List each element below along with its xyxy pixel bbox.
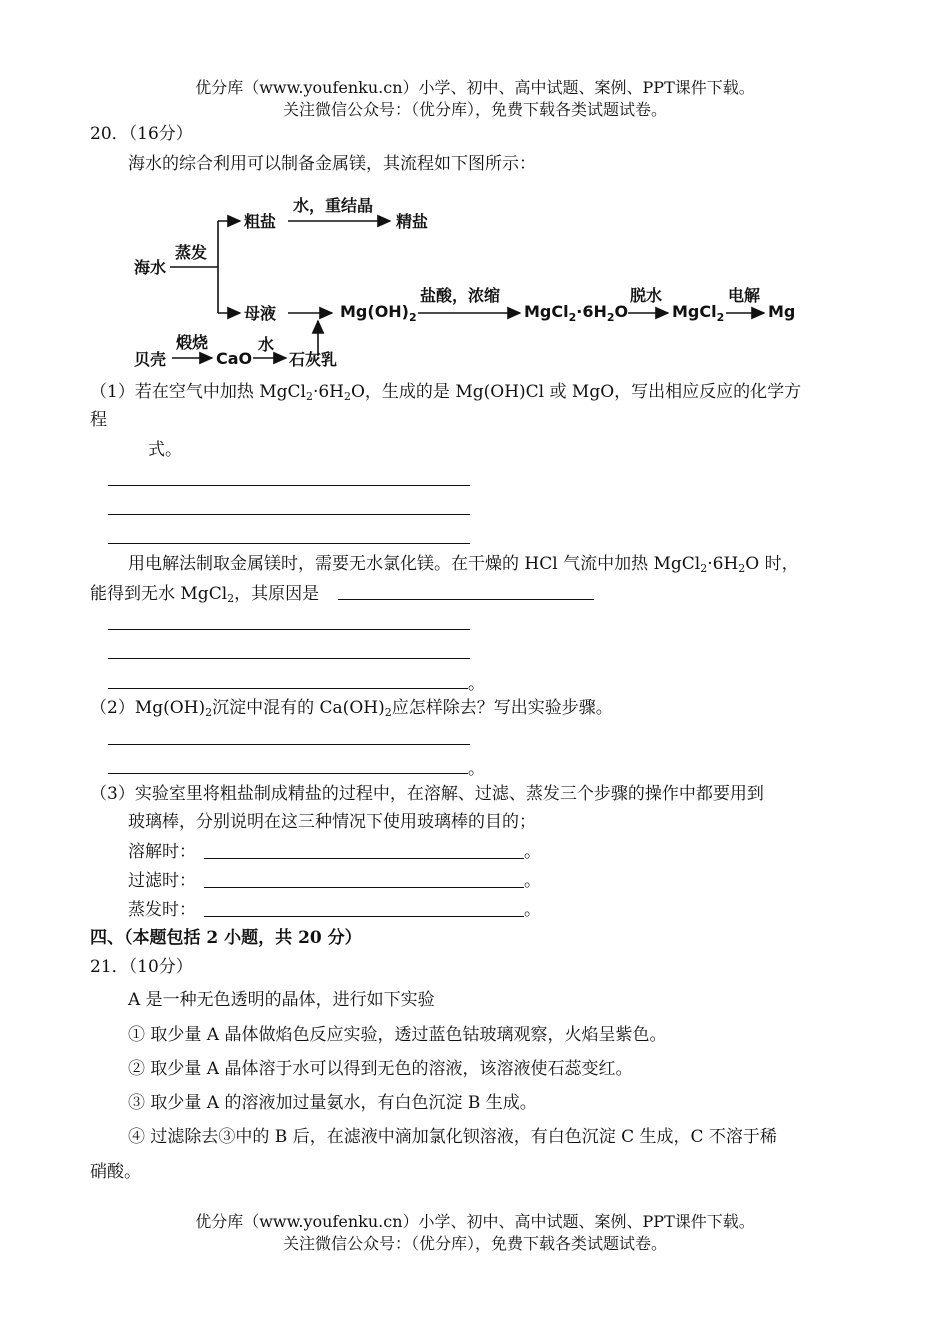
q20-intro: 海水的综合利用可以制备金属镁，其流程如下图所示： — [128, 154, 536, 174]
period: 。 — [524, 871, 541, 891]
period: 。 — [524, 900, 541, 920]
filter-label: 过滤时： — [128, 871, 196, 891]
acid-conc-label: 盐酸，浓缩 — [420, 286, 501, 305]
period: 。 — [468, 759, 485, 779]
evaporate-label: 蒸发 — [175, 243, 208, 262]
cao-label: CaO — [216, 349, 253, 368]
q20-part1-line1: （1）若在空气中加热 $MgCl_2\cdot 6H_2O$，生成的是 Mg(OH)Cl 或 MgO，写出相应反应的化学方 — [90, 382, 802, 403]
q21-step-4-cont: 硝酸。 — [90, 1162, 141, 1182]
filter-answer-line[interactable] — [204, 887, 524, 888]
answer-line[interactable] — [108, 485, 470, 486]
answer-line[interactable] — [108, 629, 470, 630]
answer-line[interactable] — [108, 514, 470, 515]
header-line-1: 优分库（www.youfenku.cn）小学、初中、高中试题、案例、PPT课件下载。 — [195, 78, 755, 97]
mg-label: Mg — [768, 302, 796, 321]
evaporation-label: 蒸发时： — [128, 900, 196, 920]
refined-salt-label: 精盐 — [396, 212, 429, 231]
electrolysis-label: 电解 — [728, 286, 761, 305]
answer-line[interactable] — [108, 543, 470, 544]
section-4-heading: 四、（本题包括 2 小题，共 20 分） — [90, 928, 362, 948]
answer-line[interactable] — [338, 599, 594, 600]
answer-line[interactable] — [108, 658, 470, 659]
header-line-2: 关注微信公众号：（优分库），免费下载各类试题试卷。 — [282, 100, 667, 119]
q21-intro: A 是一种无色透明的晶体，进行如下实验 — [128, 990, 435, 1010]
answer-line[interactable] — [108, 773, 468, 774]
q20-part3-line2: 玻璃棒，分别说明在这三种情况下使用玻璃棒的目的； — [128, 812, 536, 832]
mgcl2-label: MgCl$_2$ — [672, 302, 725, 324]
answer-line[interactable] — [108, 744, 470, 745]
q20-part1-line2: 程 — [90, 410, 107, 430]
calcine-label: 煅烧 — [176, 333, 209, 352]
q20-electrolysis-line1: 用电解法制取金属镁时，需要无水氯化镁。在干燥的 HCl 气流中加热 $MgCl_2\cdot 6H_2O$ 时， — [128, 554, 799, 575]
evaporation-answer-line[interactable] — [204, 916, 524, 917]
period: 。 — [524, 842, 541, 862]
footer-line-2: 关注微信公众号：（优分库），免费下载各类试题试卷。 — [282, 1234, 667, 1253]
period: 。 — [468, 674, 485, 694]
q21-step-2: ② 取少量 A 晶体溶于水可以得到无色的溶液，该溶液使石蕊变红。 — [128, 1059, 633, 1079]
magnesium-flow-diagram — [128, 188, 808, 373]
dehydrate-label: 脱水 — [630, 286, 663, 305]
q20-number: 20．（16分） — [90, 124, 193, 144]
mgcl2-hydrate-label: $MgCl_2\cdot 6H_2O$ — [524, 302, 629, 324]
q20-electrolysis-line2: 能得到无水 MgCl$_2$，其原因是 — [90, 584, 320, 605]
lime-milk-label: 石灰乳 — [289, 350, 338, 369]
crude-salt-label: 粗盐 — [244, 212, 277, 231]
shell-label: 贝壳 — [134, 350, 167, 369]
answer-line[interactable] — [108, 688, 468, 689]
dissolve-answer-line[interactable] — [204, 858, 524, 859]
water-label: 水 — [258, 335, 275, 354]
dissolve-label: 溶解时： — [128, 842, 196, 862]
mgoh2-label: $Mg(OH)_2$ — [340, 302, 417, 324]
q20-part3-line1: （3）实验室里将粗盐制成精盐的过程中，在溶解、过滤、蒸发三个步骤的操作中都要用到 — [90, 784, 764, 804]
footer-line-1: 优分库（www.youfenku.cn）小学、初中、高中试题、案例、PPT课件下载。 — [195, 1212, 755, 1231]
mother-liquor-label: 母液 — [244, 304, 277, 323]
q20-part1-line3: 式。 — [148, 440, 182, 460]
q20-part2: $(2)Mg(OH)_2$沉淀中混有的 $Ca(OH)_2$应怎样除去？写出实验步骤。 — [90, 698, 613, 719]
seawater-label: 海水 — [134, 258, 167, 277]
q21-step-4: ④ 过滤除去③中的 B 后，在滤液中滴加氯化钡溶液，有白色沉淀 C 生成，C 不溶于稀 — [128, 1127, 777, 1147]
q21-step-3: ③ 取少量 A 的溶液加过量氨水，有白色沉淀 B 生成。 — [128, 1093, 537, 1113]
q21-number: 21．（10分） — [90, 957, 193, 977]
recrystallize-label: 水，重结晶 — [293, 196, 374, 215]
q21-step-1: ① 取少量 A 晶体做焰色反应实验，透过蓝色钴玻璃观察，火焰呈紫色。 — [128, 1025, 667, 1045]
